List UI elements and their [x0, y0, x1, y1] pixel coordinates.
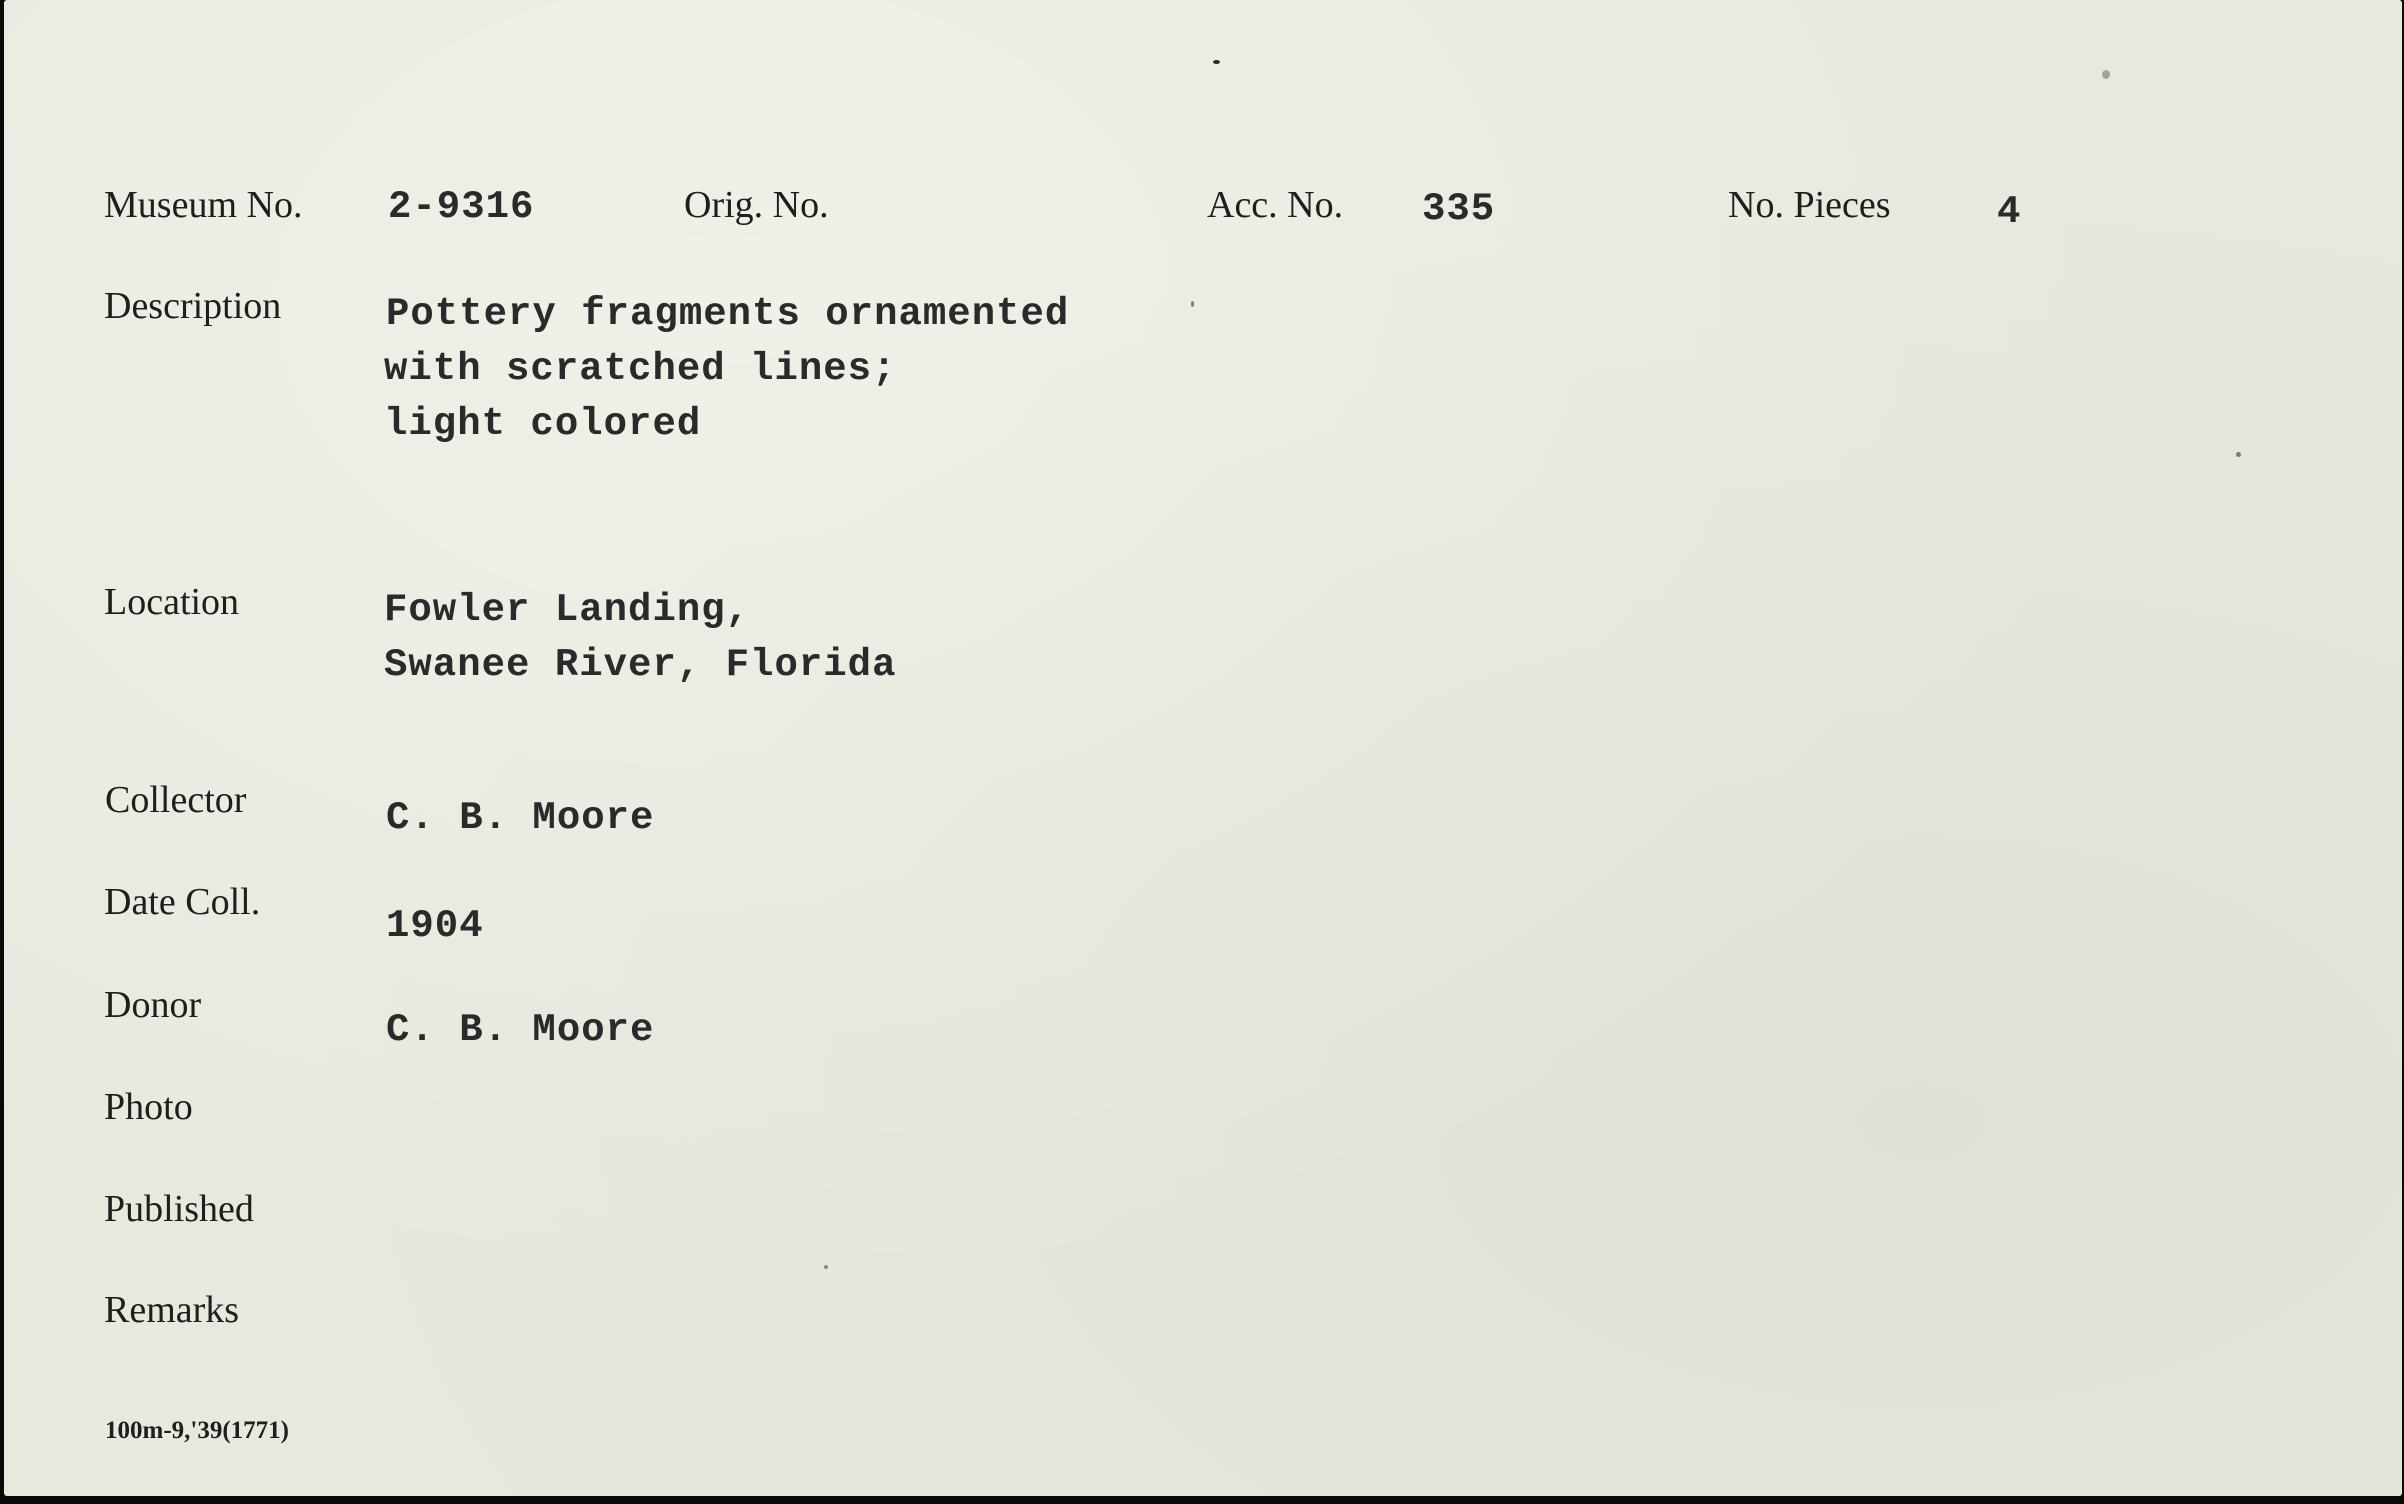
no-pieces-label: No. Pieces: [1728, 184, 1891, 226]
date-coll-label: Date Coll.: [104, 881, 261, 923]
museum-no-value: 2-9316: [388, 185, 535, 229]
description-label: Description: [104, 285, 282, 327]
orig-no-label: Orig. No.: [684, 184, 829, 226]
published-label: Published: [104, 1188, 254, 1230]
date-coll-value: 1904: [386, 904, 484, 948]
catalog-card: [4, 0, 2402, 1496]
ink-speck: [2102, 70, 2110, 79]
ink-speck: [1191, 301, 1194, 307]
donor-value: C. B. Moore: [386, 1008, 655, 1052]
collector-value: C. B. Moore: [386, 796, 655, 840]
ink-speck: [2236, 452, 2241, 457]
ink-speck: [824, 1265, 828, 1269]
location-line: Fowler Landing,: [384, 588, 751, 632]
no-pieces-value: 4: [1997, 190, 2022, 234]
museum-no-label: Museum No.: [104, 184, 303, 226]
photo-label: Photo: [104, 1086, 193, 1128]
remarks-label: Remarks: [104, 1289, 240, 1331]
acc-no-label: Acc. No.: [1207, 184, 1344, 226]
ink-speck: [1213, 60, 1220, 64]
collector-label: Collector: [105, 779, 247, 821]
location-line: Swanee River, Florida: [384, 643, 897, 687]
print-code: 100m-9,'39(1771): [105, 1417, 289, 1444]
acc-no-value: 335: [1422, 187, 1496, 231]
donor-label: Donor: [104, 984, 202, 1026]
description-line: with scratched lines;: [384, 347, 897, 391]
description-line: light colored: [384, 402, 702, 446]
description-line: Pottery fragments ornamented: [386, 292, 1070, 336]
location-label: Location: [104, 581, 240, 623]
